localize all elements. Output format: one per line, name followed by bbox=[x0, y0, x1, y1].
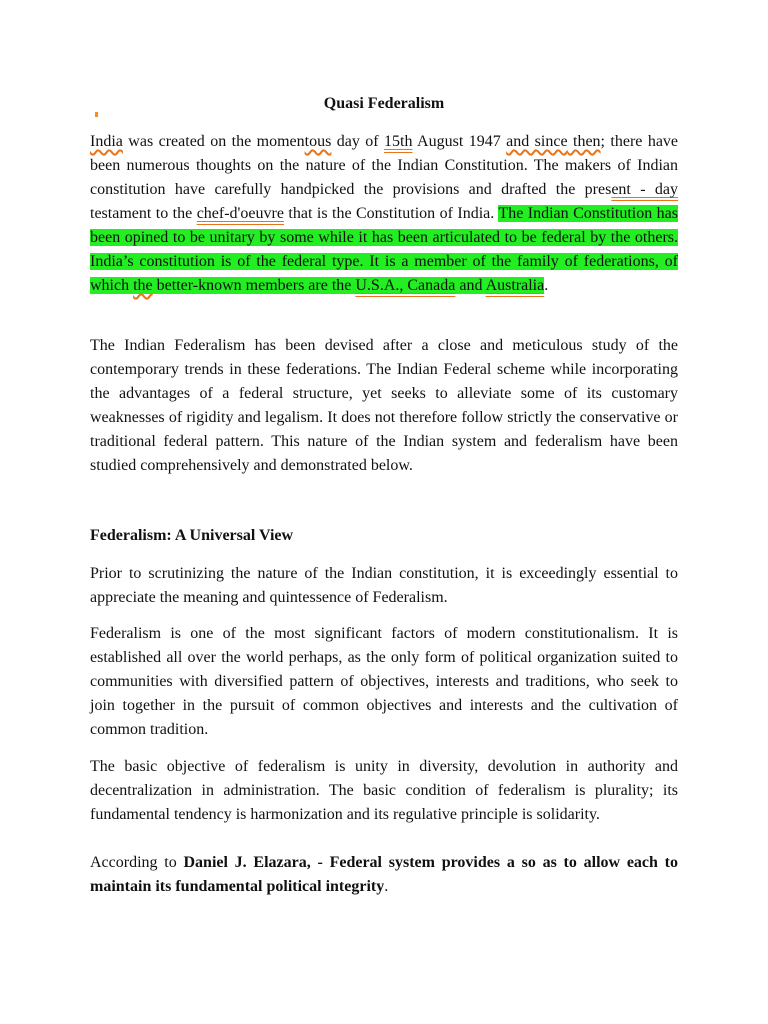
spellcheck-india: India bbox=[90, 133, 123, 150]
highlighted-text: The Indian Constitution has been opined to be unitary by some while it has been articulated to be federal by the others. India’s constitution is of the federal type. It is a member of the family of federations, of which the better-known members are the U.S.A., Canada and Australia bbox=[90, 205, 679, 294]
paragraph-indian-federalism: The Indian Federalism has been devised after a close and meticulous study of the contemporary trends in these federations. The Indian Federal scheme while incorporating the advantages of a federal structure, yet seeks to alleviate some of its customary weaknesses of rigidity and legalism. It does not therefore follow strictly the conservative or traditional federal pattern. This nature of the Indian system and federalism have been studied comprehensively and demonstrated below. bbox=[90, 337, 678, 474]
paragraph-basic-objective: The basic objective of federalism is unity in diversity, devolution in authority and decentralization in administration. The basic condition of federalism is plurality; its fundamental tendency is harmonization and its regulative principle is solidarity. bbox=[90, 758, 678, 823]
author-name: Daniel J. Elazara bbox=[183, 854, 307, 871]
spellcheck-australia: Australia bbox=[485, 277, 545, 294]
spellcheck-ent: ent - day bbox=[611, 181, 679, 198]
spellcheck-the: the bbox=[133, 277, 153, 294]
spellcheck-then: then bbox=[567, 133, 601, 150]
paragraph-intro: India was created on the momentous day of 15th August 1947 and since then; there have been numerous thoughts on the nature of the Indian Constitution. The makers of Indian constitution have carefully handpicked the provisions and drafted the present - day testament to the chef-d'oeuvre that is the Constitution of India. The Indian Constitution has been opined to be unitary by some while it has been articulated to be federal by the others. India’s constitution is of the federal type. It is a member of the family of federations, of which the better-known members are the U.S.A., Canada and Australia. bbox=[90, 133, 679, 294]
spellcheck-usa-canada: U.S.A., Canada bbox=[355, 277, 456, 294]
spellcheck-tous: tous bbox=[304, 133, 332, 150]
document-title: Quasi Federalism bbox=[323, 95, 445, 112]
section-heading: Federalism: A Universal View bbox=[90, 527, 294, 544]
spellcheck-and-since: and since bbox=[506, 133, 568, 150]
paragraph-elazara-quote: According to Daniel J. Elazara, - Federal system provides a so as to allow each to maintain its fundamental political integrity. bbox=[90, 854, 678, 895]
spellcheck-15th: 15th bbox=[384, 133, 413, 150]
paragraph-prior: Prior to scrutinizing the nature of the Indian constitution, it is exceedingly essential to appreciate the meaning and quintessence of Federalism. bbox=[90, 565, 678, 606]
quote-text: , - Federal system provides a so as to allow each to maintain its fundamental political integrity bbox=[90, 854, 678, 895]
paragraph-federalism-significance: Federalism is one of the most significant factors of modern constitutionalism. It is established all over the world perhaps, as the only form of political organization suited to communities with diversified pattern of objectives, interests and traditions, who seek to join together in the pursuit of common objectives and interests and the cultivation of common tradition. bbox=[90, 625, 678, 738]
spellcheck-chef: chef-d'oeuvre bbox=[196, 205, 284, 222]
